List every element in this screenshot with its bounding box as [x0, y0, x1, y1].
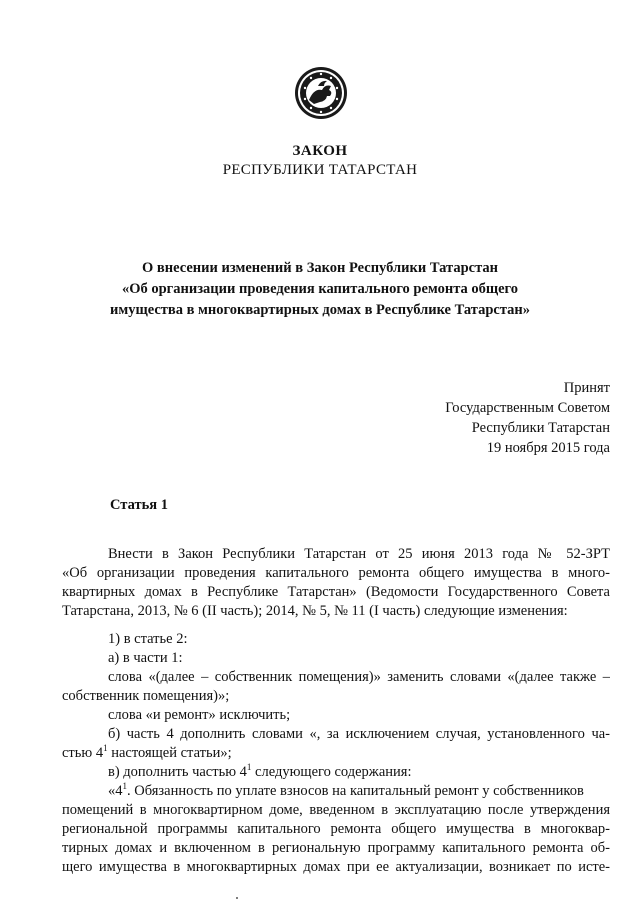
text-fragment: настоящей статьи»; — [107, 745, 232, 761]
superscript: 1 — [122, 782, 127, 792]
paragraph-line: Внести в Закон Республики Татарстан от 25 июня 2013 года № 52-ЗРТ — [108, 546, 610, 562]
change-subitem: б) часть 4 дополнить словами «, за исключением случая, установленного ча- — [108, 726, 610, 742]
intro-paragraph — [62, 545, 610, 621]
change-subitem: а) в части 1: — [108, 650, 183, 666]
paragraph-line: «Об организации проведения капитального ремонта общего имущества в много- — [62, 565, 610, 581]
change-text — [62, 744, 610, 763]
law-title-line: имущества в многоквартирных домах в Республике Татарстан» — [109, 302, 531, 318]
quoted-text-line: щего имущества в многоквартирных домах при ее актуализации, возникает по исте- — [62, 859, 610, 875]
change-item: 1) в статье 2: — [108, 631, 188, 647]
change-text: собственник помещения)»; — [62, 688, 230, 704]
quoted-text-line — [62, 782, 610, 801]
superscript: 1 — [103, 744, 108, 754]
text-fragment: в) дополнить частью 4 — [108, 764, 247, 780]
changes-list — [62, 630, 610, 877]
text-fragment: следующего содержания: — [251, 764, 412, 780]
adoption-block — [445, 378, 610, 458]
quoted-text-line: тирных домах и включенном в региональную программу капитального ремонта об- — [62, 840, 610, 856]
paragraph-line: квартирных домах в Республике Татарстан» (Ведомости Государственного Совета — [62, 584, 610, 600]
scan-speck — [236, 897, 238, 899]
issuing-authority: РЕСПУБЛИКИ ТАТАРСТАН — [222, 162, 418, 178]
superscript: 1 — [246, 763, 252, 773]
quoted-text-line: региональной программы капитального ремонта общего имущества в многоквар- — [62, 821, 610, 837]
adoption-line: Государственным Советом — [445, 400, 610, 416]
text-fragment: «4 — [108, 783, 123, 799]
adoption-line: Республики Татарстан — [471, 420, 610, 436]
tatarstan-coat-of-arms-icon — [294, 66, 348, 120]
text-fragment: стью 4 — [62, 745, 104, 761]
quoted-text-line: помещений в многоквартирном доме, введенном в эксплуатацию после утверждения — [62, 802, 610, 818]
law-title-line: О внесении изменений в Закон Республики Татарстан — [142, 260, 498, 276]
law-title — [0, 258, 640, 321]
text-fragment: . Обязанность по уплате взносов на капитальный ремонт у собственников — [127, 783, 584, 799]
paragraph-line: Татарстана, 2013, № 6 (II часть); 2014, № 5, № 11 (I часть) следующие изменения: — [62, 603, 568, 619]
adoption-date: 19 ноября 2015 года — [486, 440, 610, 456]
change-text: слова «(далее – собственник помещения)» заменить словами «(далее также – — [108, 669, 610, 685]
change-subitem — [62, 763, 610, 782]
adoption-line: Принят — [563, 380, 610, 396]
law-title-line: «Об организации проведения капитального ремонта общего — [121, 281, 519, 297]
article-heading: Статья 1 — [110, 497, 168, 513]
change-text: слова «и ремонт» исключить; — [108, 707, 291, 723]
document-type-title: ЗАКОН — [292, 143, 348, 159]
